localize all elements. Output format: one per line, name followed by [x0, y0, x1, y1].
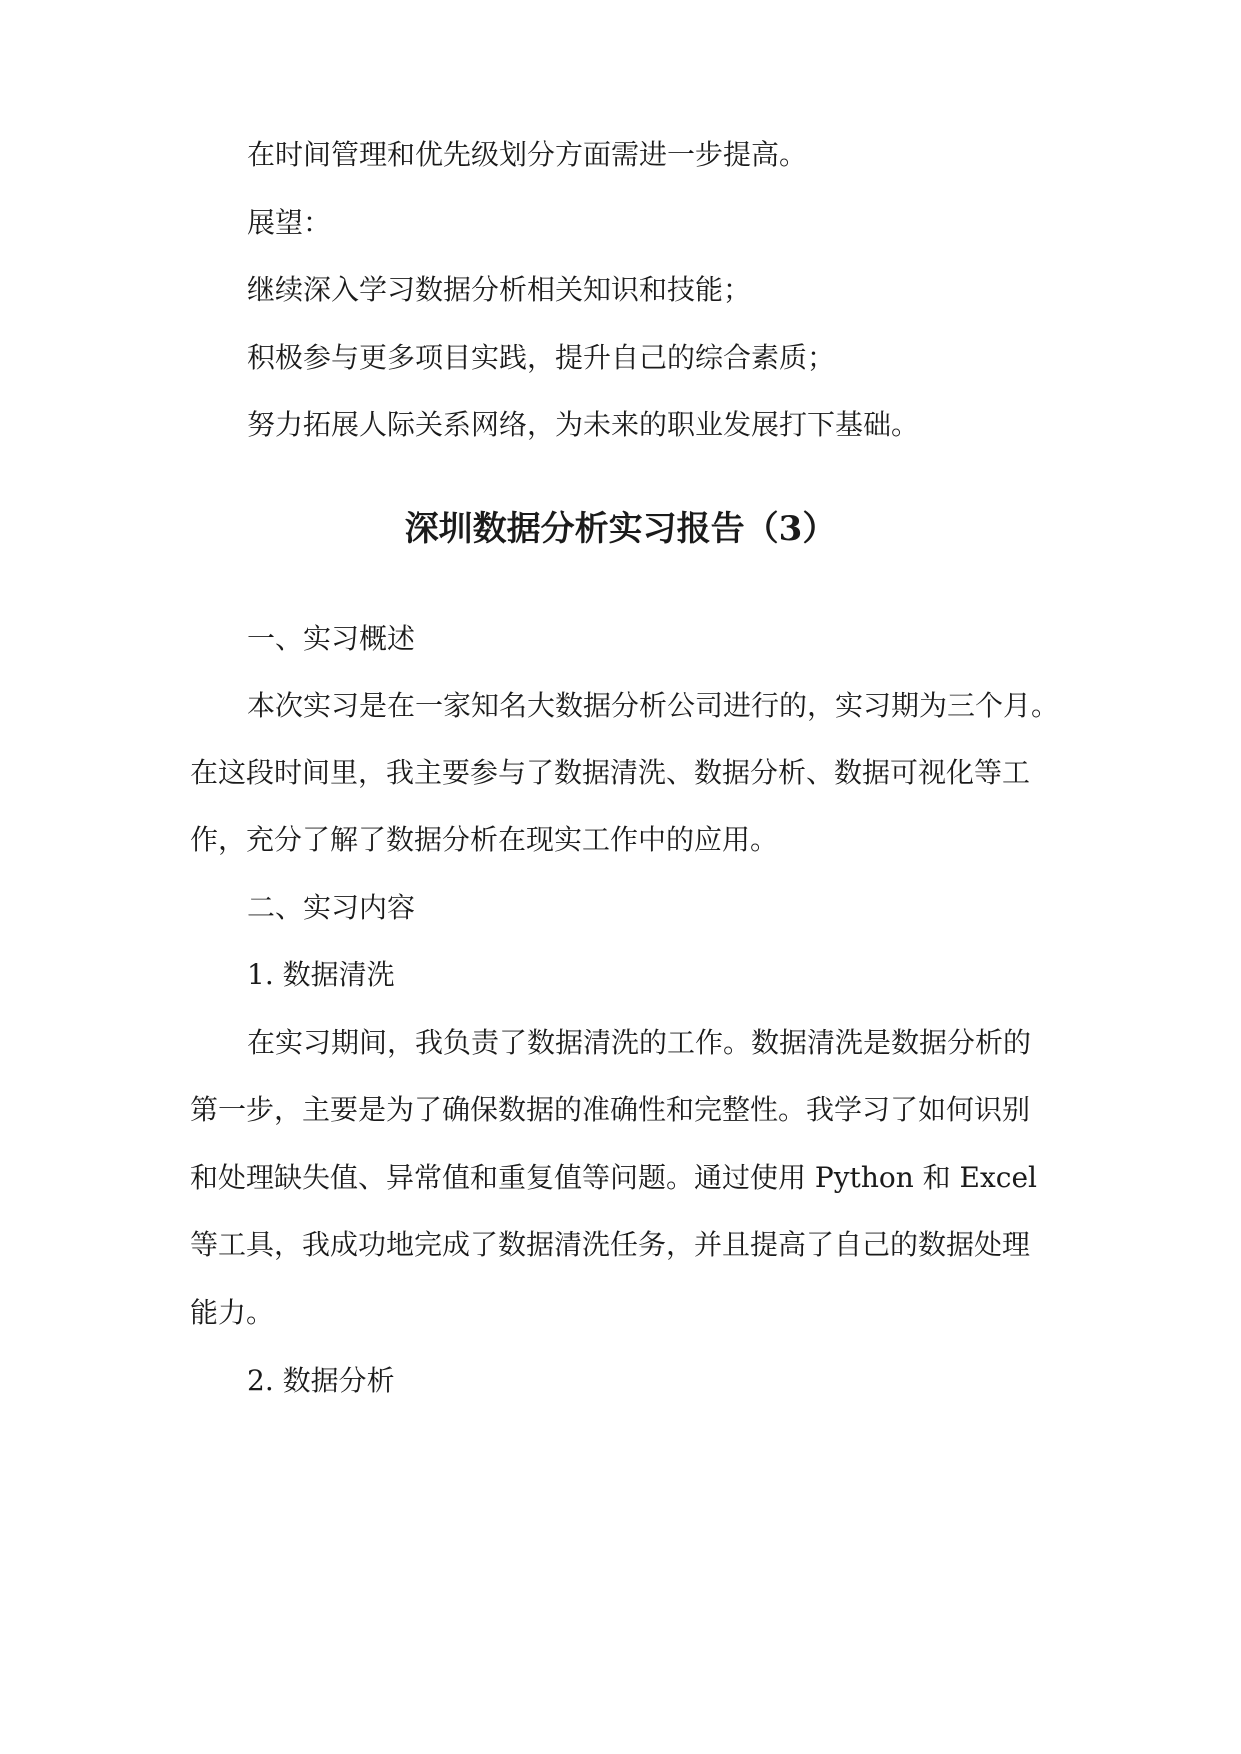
section-heading: 二、实习内容 [247, 891, 416, 924]
paragraph-line: 能力。 [190, 1296, 275, 1329]
paragraph-line: 本次实习是在一家知名大数据分析公司进行的，实习期为三个月。 [247, 689, 1060, 722]
report-title: 深圳数据分析实习报告（3） [404, 509, 837, 549]
paragraph-line: 和处理缺失值、异常值和重复值等问题。通过使用 Python 和 Excel [190, 1161, 1037, 1194]
paragraph-line: 第一步，主要是为了确保数据的准确性和完整性。我学习了如何识别 [190, 1093, 1031, 1126]
paragraph-line: 在这段时间里，我主要参与了数据清洗、数据分析、数据可视化等工 [190, 756, 1031, 789]
paragraph-line: 作，充分了解了数据分析在现实工作中的应用。 [190, 823, 779, 856]
paragraph-line: 在时间管理和优先级划分方面需进一步提高。 [247, 138, 808, 171]
subsection-heading: 1. 数据清洗 [247, 958, 395, 991]
paragraph-line: 在实习期间，我负责了数据清洗的工作。数据清洗是数据分析的 [247, 1026, 1032, 1059]
paragraph-line: 积极参与更多项目实践，提升自己的综合素质； [247, 341, 836, 374]
paragraph-line: 努力拓展人际关系网络，为未来的职业发展打下基础。 [247, 408, 920, 441]
section-heading: 一、实习概述 [247, 622, 416, 655]
subsection-heading: 2. 数据分析 [247, 1364, 395, 1397]
paragraph-line: 继续深入学习数据分析相关知识和技能； [247, 273, 752, 306]
paragraph-line: 展望： [247, 206, 332, 239]
paragraph-line: 等工具，我成功地完成了数据清洗任务，并且提高了自己的数据处理 [190, 1228, 1031, 1261]
